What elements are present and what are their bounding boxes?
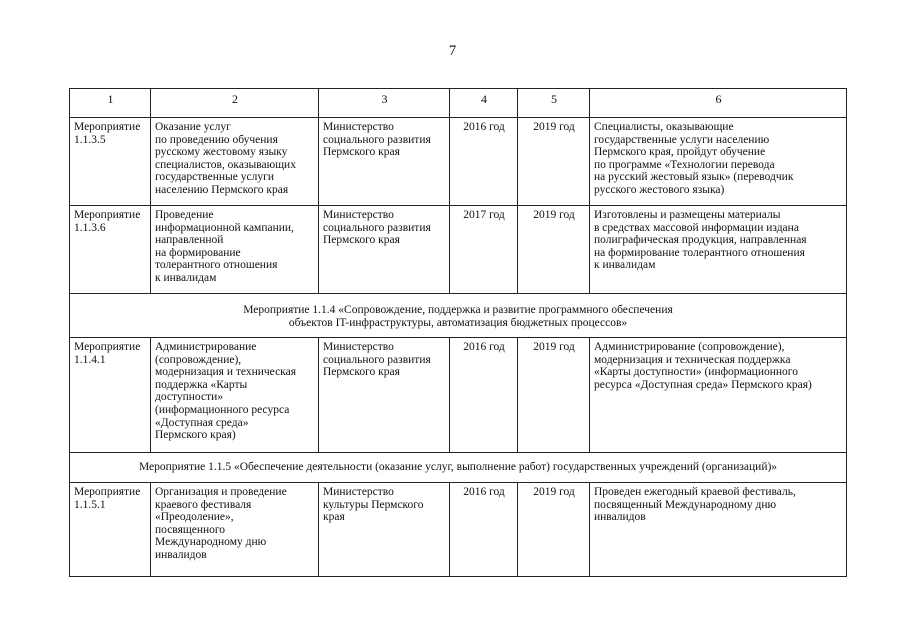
event-start-year: 2016 год <box>450 118 518 206</box>
event-result: Изготовлены и размещены материалы в средствах массовой информации издана полиграфическая продукция, направленная на формирование толерантного отношения к инвалидам <box>590 206 847 294</box>
event-name: Оказание услуг по проведению обучения русскому жестовому языку специалистов, оказывающих государственные услуги населению Пермского края <box>151 118 319 206</box>
event-executor: Министерство социального развития Пермского края <box>319 206 450 294</box>
header-cell: 4 <box>450 89 518 118</box>
program-table <box>69 88 847 577</box>
event-end-year: 2019 год <box>518 118 590 206</box>
section-row <box>70 294 847 338</box>
event-start-year: 2017 год <box>450 206 518 294</box>
event-result: Специалисты, оказывающие государственные услуги населению Пермского края, пройдут обучение по программе «Технологии перевода на русский жестовый язык» (переводчик русского жестового языка) <box>590 118 847 206</box>
event-name: Проведение информационной кампании, направленной на формирование толерантного отношения к инвалидам <box>151 206 319 294</box>
section-row <box>70 453 847 483</box>
event-code: Мероприятие 1.1.3.5 <box>70 118 151 206</box>
table-row <box>70 118 847 206</box>
table-row <box>70 206 847 294</box>
event-name: Организация и проведение краевого фестиваля «Преодоление», посвященного Международному дню инвалидов <box>151 483 319 577</box>
event-end-year: 2019 год <box>518 483 590 577</box>
event-name: Администрирование (сопровождение), модернизация и техническая поддержка «Карты доступности» (информационного ресурса «Доступная среда» Пермского края) <box>151 338 319 453</box>
event-start-year: 2016 год <box>450 483 518 577</box>
event-executor: Министерство социального развития Пермского края <box>319 338 450 453</box>
event-code: Мероприятие 1.1.5.1 <box>70 483 151 577</box>
table-header-row <box>70 89 847 118</box>
page-number: 7 <box>448 43 457 59</box>
event-code: Мероприятие 1.1.3.6 <box>70 206 151 294</box>
event-executor: Министерство социального развития Пермского края <box>319 118 450 206</box>
header-cell: 1 <box>70 89 151 118</box>
event-start-year: 2016 год <box>450 338 518 453</box>
header-cell: 5 <box>518 89 590 118</box>
event-end-year: 2019 год <box>518 206 590 294</box>
event-result: Проведен ежегодный краевой фестиваль, посвященный Международному дню инвалидов <box>590 483 847 577</box>
event-end-year: 2019 год <box>518 338 590 453</box>
table-row <box>70 338 847 453</box>
section-title: Мероприятие 1.1.5 «Обеспечение деятельности (оказание услуг, выполнение работ) государственных учреждений (организаций)» <box>70 453 847 483</box>
event-code: Мероприятие 1.1.4.1 <box>70 338 151 453</box>
event-executor: Министерство культуры Пермского края <box>319 483 450 577</box>
section-title: Мероприятие 1.1.4 «Сопровождение, поддержка и развитие программного обеспечения объектов IT-инфраструктуры, автоматизация бюджетных процессов» <box>70 294 847 338</box>
table-row <box>70 483 847 577</box>
header-cell: 2 <box>151 89 319 118</box>
event-result: Администрирование (сопровождение), модернизация и техническая поддержка «Карты доступности» (информационного ресурса «Доступная среда» Пермского края) <box>590 338 847 453</box>
header-cell: 6 <box>590 89 847 118</box>
header-cell: 3 <box>319 89 450 118</box>
